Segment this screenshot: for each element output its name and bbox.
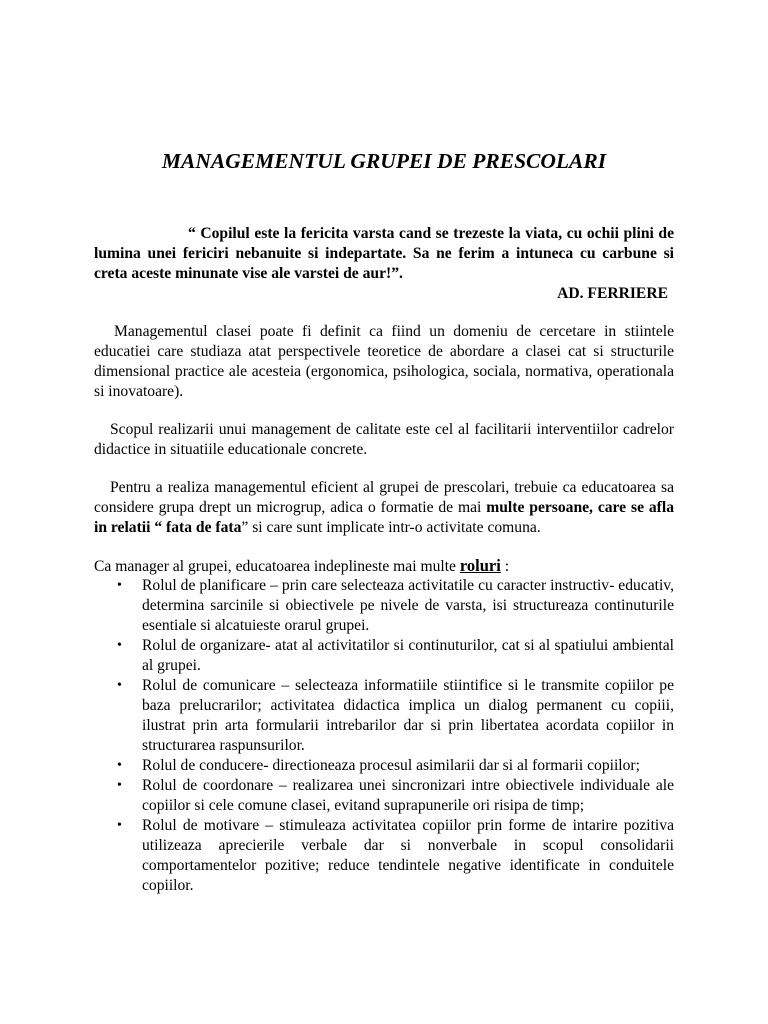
epigraph-text: “ Copilul este la fericita varsta cand se trezeste la viata, cu ochii plini de lumina unei fericiri nebanuite si indepartate. Sa ne ferim a intuneca cu carbune si creta aceste minunate vise ale varstei de aur!”. [94, 225, 674, 282]
list-item [94, 576, 674, 636]
list-item [94, 756, 674, 776]
paragraph-microgroup-end: ” si care sunt implicate intr-o activitate comuna. [241, 519, 541, 536]
list-item-text: Rolul de coordonare – realizarea unei sincronizari intre obiectivele individuale ale copiilor si cele comune clasei, evitand suprapunerile ori risipa de timp; [142, 777, 674, 814]
list-item-text: Rolul de motivare – stimuleaza activitatea copiilor prin forme de intarire pozitiva utilizeaza aprecierile verbale dar si nonverbale in scopul consolidarii comportamentelor pozitive; reduce tendintele negative identificate in conduitele copiilor. [142, 817, 674, 894]
page-title: MANAGEMENTUL GRUPEI DE PRESCOLARI [161, 149, 607, 173]
bullet-icon: • [117, 578, 122, 593]
paragraph-purpose: Scopul realizarii unui management de calitate este cel al facilitarii interventiilor cadrelor didactice in situatiile educationale concrete. [94, 421, 674, 458]
bullet-icon: • [117, 758, 122, 773]
list-item [94, 636, 674, 676]
epigraph-author: AD. FERRIERE [557, 285, 668, 302]
bullet-icon: • [117, 818, 122, 833]
list-item-text: Rolul de conducere- directioneaza procesul asimilarii dar si al formarii copiilor; [142, 757, 640, 774]
list-item-text: Rolul de planificare – prin care selecteaza activitatile cu caracter instructiv- educativ, determina sarcinile si obiectivele pe nivele de varsta, isi structureaza continuturile esentiale si alcatuieste orarul grupei. [142, 577, 674, 634]
list-item-text: Rolul de organizare- atat al activitatilor si continuturilor, cat si al spatiului ambiental al grupei. [142, 637, 674, 674]
paragraph-roles-start: Ca manager al grupei, educatoarea indeplineste mai multe [94, 558, 460, 575]
list-item [94, 776, 674, 816]
paragraph-manager-roles [94, 556, 674, 577]
roles-list [94, 576, 674, 896]
paragraph-microgroup-start: Pentru a realiza managementul eficient al grupei de prescolari, trebuie ca educatoarea sa considere grupa drept un microgrup, adica o formatie de mai [94, 479, 674, 516]
paragraph-microgroup [94, 478, 674, 538]
epigraph-quote [94, 224, 674, 284]
bullet-icon: • [117, 638, 122, 653]
bullet-icon: • [117, 678, 122, 693]
paragraph-roles-end: : [500, 558, 510, 575]
list-item-text: Rolul de comunicare – selecteaza informatiile stiintifice si le transmite copiilor pe baza prelucrarilor; activitatea didactica implica un dialog permanent cu copiii, ilustrat prin arta formularii intrebarilor dar si prin libertatea acordata copiilor in structurarea raspunsurilor. [142, 677, 674, 754]
list-item [94, 676, 674, 756]
paragraph-microgroup-bold: multe persoane, care se afla in relatii “ fata de fata [94, 499, 674, 536]
bullet-icon: • [117, 778, 122, 793]
roles-keyword: roluri [459, 556, 501, 575]
paragraph-definition: Managementul clasei poate fi definit ca fiind un domeniu de cercetare in stiintele educatiei care studiaza atat perspectivele teoretice de abordare a clasei cat si structurile dimensional practice ale acesteia (ergonomica, psihologica, sociala, normativa, operationala si inovatoare). [94, 323, 674, 400]
list-item [94, 816, 674, 896]
